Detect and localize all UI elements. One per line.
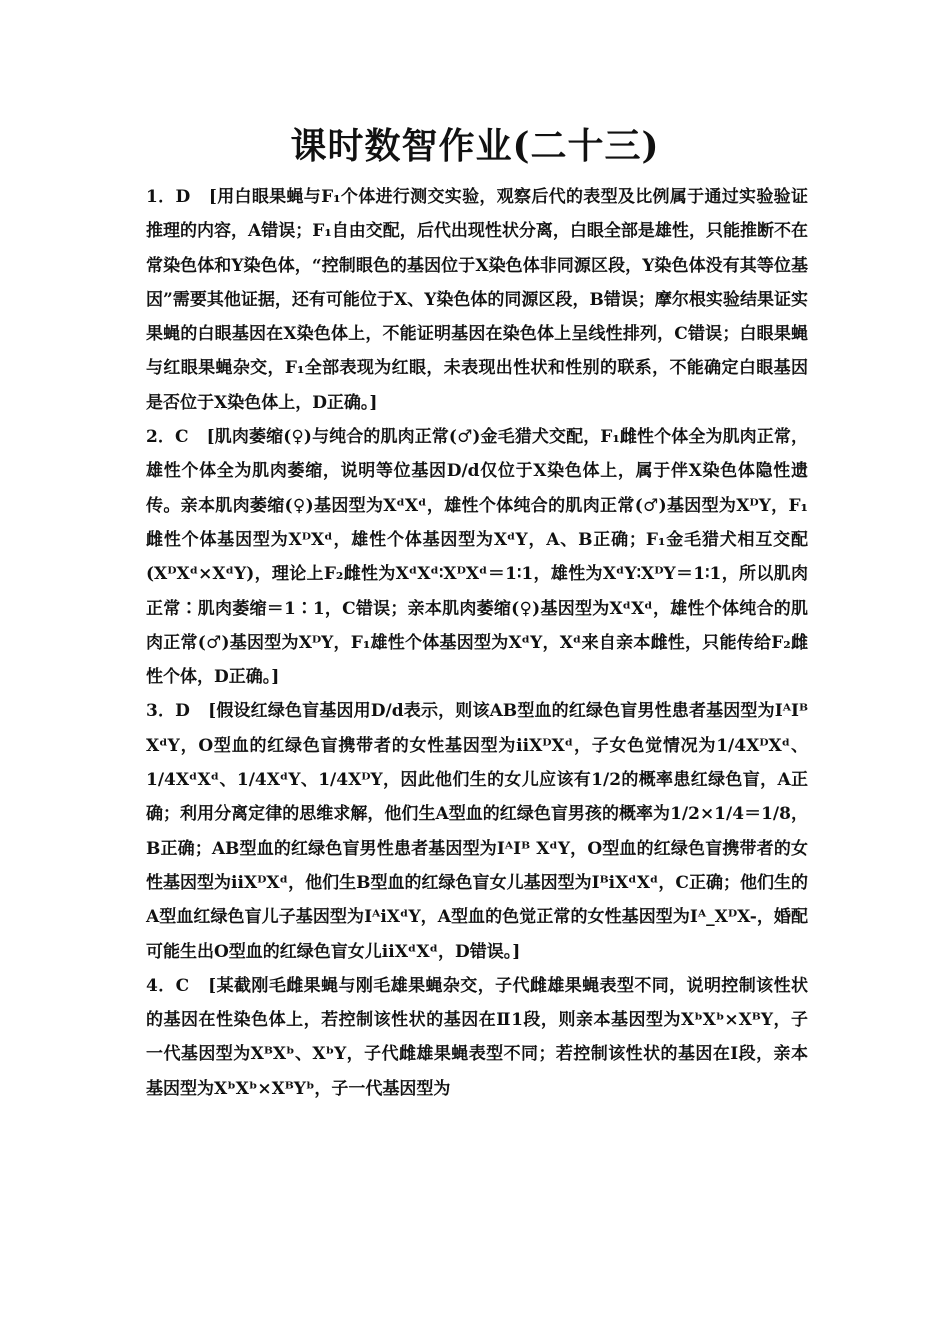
answer-item-4 <box>146 969 808 1106</box>
answer-number: 4．C <box>146 975 190 996</box>
answer-number: 2．C <box>146 427 189 448</box>
answer-explanation: [肌肉萎缩(♀)与纯合的肌肉正常(♂)金毛猎犬交配，F₁雌性个体全为肌肉正常，雄性个体全为肌肉萎缩，说明等位基因D/d仅位于X染色体上，属于伴X染色体隐性遗传。亲本肌肉萎缩(♀)基因型为XᵈXᵈ，雄性个体纯合的肌肉正常(♂)基因型为XᴰY，F₁雌性个体基因型为XᴰXᵈ，雄性个体基因型为XᵈY，A、B正确；F₁金毛猎犬相互交配(XᴰXᵈ×XᵈY)，理论上F₂雌性为XᵈXᵈ∶XᴰXᵈ＝1∶1，雄性为XᵈY∶XᴰY＝1∶1，所以肌肉正常∶肌肉萎缩＝1∶1，C错误；亲本肌肉萎缩(♀)基因型为XᵈXᵈ，雄性个体纯合的肌肉正常(♂)基因型为XᴰY，F₁雄性个体基因型为XᵈY，Xᵈ来自亲本雌性，只能传给F₂雌性个体，D正确。] <box>146 427 808 688</box>
answer-explanation: [某截刚毛雌果蝇与刚毛雄果蝇杂交，子代雌雄果蝇表型不同，说明控制该性状的基因在性染色体上，若控制该性状的基因在Ⅱ1段，则亲本基因型为XᵇXᵇ×XᴮY，子一代基因型为XᴮXᵇ、XᵇY，子代雌雄果蝇表型不同；若控制该性状的基因在Ⅰ段，亲本基因型为XᵇXᵇ×XᴮYᵇ，子一代基因型为 <box>146 975 808 1099</box>
page-title: 课时数智作业(二十三) <box>290 125 660 167</box>
answer-item-2 <box>146 420 808 694</box>
answer-item-3 <box>146 694 814 968</box>
answer-list <box>146 180 814 1106</box>
answer-explanation: [假设红绿色盲基因用D/d表示，则该AB型血的红绿色盲男性患者基因型为IᴬIᴮ XᵈY，O型血的红绿色盲携带者的女性基因型为iiXᴰXᵈ，子女色觉情况为1/4XᴰXᵈ、1/4XᵈXᵈ、1/4XᵈY、1/4XᴰY，因此他们生的女儿应该有1/2的概率患红绿色盲，A正确；利用分离定律的思维求解，他们生A型血的红绿色盲男孩的概率为1/2×1/4＝1/8，B正确；AB型血的红绿色盲男性患者基因型为IᴬIᴮ XᵈY，O型血的红绿色盲携带者的女性基因型为iiXᴰXᵈ，他们生B型血的红绿色盲女儿基因型为IᴮiXᵈXᵈ，C正确；他们生的A型血红绿色盲儿子基因型为IᴬiXᵈY，A型血的色觉正常的女性基因型为Iᴬ_XᴰX-，婚配可能生出O型血的红绿色盲女儿iiXᵈXᵈ，D错误。] <box>146 701 814 962</box>
answer-explanation: [用白眼果蝇与F₁个体进行测交实验，观察后代的表型及比例属于通过实验验证推理的内容，A错误；F₁自由交配，后代出现性状分离，白眼全部是雄性，只能推断不在常染色体和Y染色体，“控制眼色的基因位于X染色体非同源区段，Y染色体没有其等位基因”需要其他证据，还有可能位于X、Y染色体的同源区段，B错误；摩尔根实验结果证实果蝇的白眼基因在X染色体上，不能证明基因在染色体上呈线性排列，C错误；白眼果蝇与红眼果蝇杂交，F₁全部表现为红眼，未表现出性状和性别的联系，不能确定白眼基因是否位于X染色体上，D正确。] <box>146 187 808 413</box>
answer-number: 1．D <box>146 187 191 207</box>
answer-number: 3．D <box>146 701 190 722</box>
answer-item-1 <box>146 180 808 420</box>
